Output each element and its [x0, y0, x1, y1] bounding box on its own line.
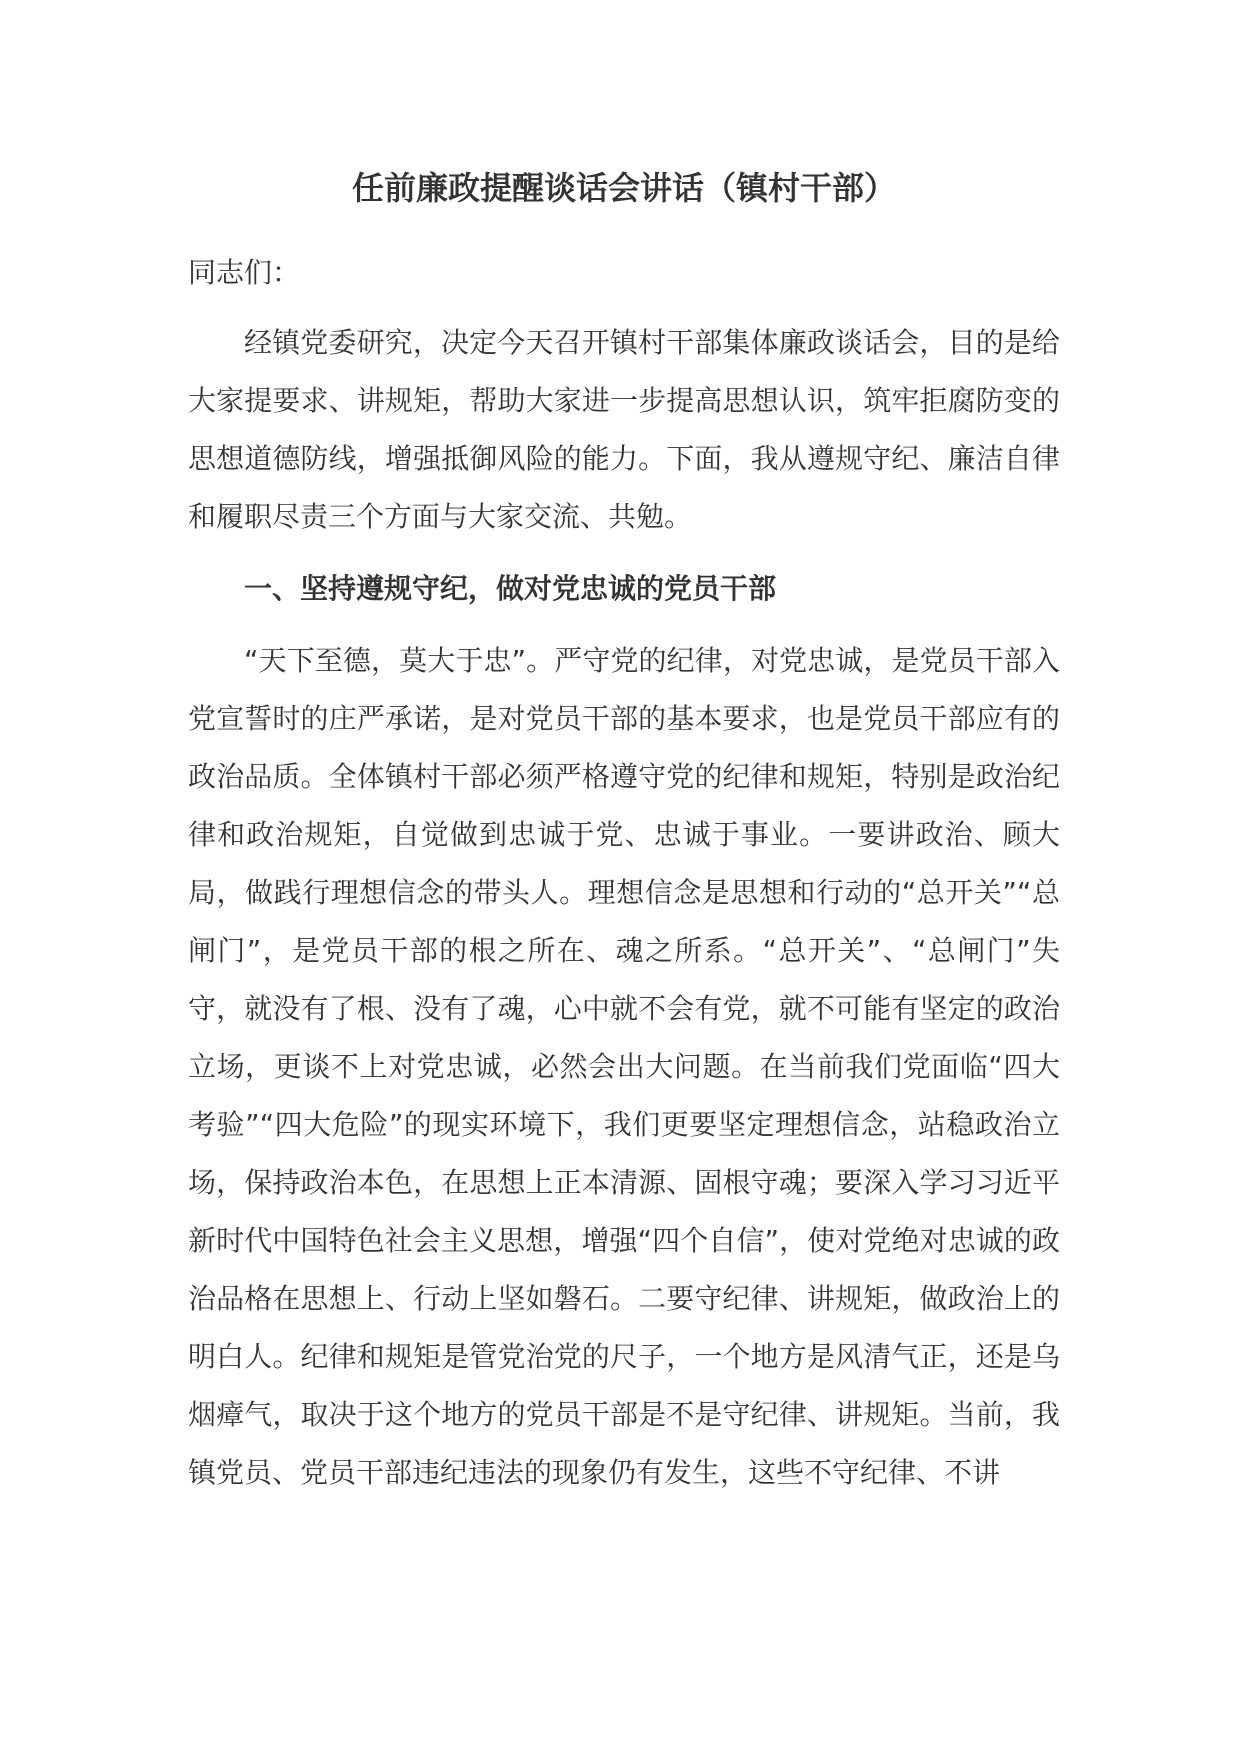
intro-paragraph: 经镇党委研究，决定今天召开镇村干部集体廉政谈话会，目的是给大家提要求、讲规矩，帮助大家进一步提高思想认识，筑牢拒腐防变的思想道德防线，增强抵御风险的能力。下面，我从遵规守纪、廉洁自律和履职尽责三个方面与大家交流、共勉。 — [188, 326, 1060, 533]
salutation: 同志们： — [188, 256, 301, 289]
document-page — [188, 160, 1060, 1516]
section-heading-1: 一、坚持遵规守纪，做对党忠诚的党员干部 — [244, 572, 777, 605]
document-title: 任前廉政提醒谈话会讲话（镇村干部） — [351, 169, 896, 207]
section-1-paragraph: “天下至德，莫大于忠”。严守党的纪律，对党忠诚，是党员干部入党宣誓时的庄严承诺，是对党员干部的基本要求，也是党员干部应有的政治品质。全体镇村干部必须严格遵守党的纪律和规矩，特别是政治纪律和政治规矩，自觉做到忠诚于党、忠诚于事业。一要讲政治、顾大局，做践行理想信念的带头人。理想信念是思想和行动的“总开关”“总闸门”，是党员干部的根之所在、魂之所系。“总开关”、“总闸门”失守，就没有了根、没有了魂，心中就不会有党，就不可能有坚定的政治立场，更谈不上对党忠诚，必然会出大问题。在当前我们党面临“四大考验”“四大危险”的现实环境下，我们更要坚定理想信念，站稳政治立场，保持政治本色，在思想上正本清源、固根守魂；要深入学习习近平新时代中国特色社会主义思想，增强“四个自信”，使对党绝对忠诚的政治品格在思想上、行动上坚如磐石。二要守纪律、讲规矩，做政治上的明白人。纪律和规矩是管党治党的尺子，一个地方是风清气正，还是乌烟瘴气，取决于这个地方的党员干部是不是守纪律、讲规矩。当前，我镇党员、党员干部违纪违法的现象仍有发生，这些不守纪律、不讲 — [188, 644, 1060, 1489]
